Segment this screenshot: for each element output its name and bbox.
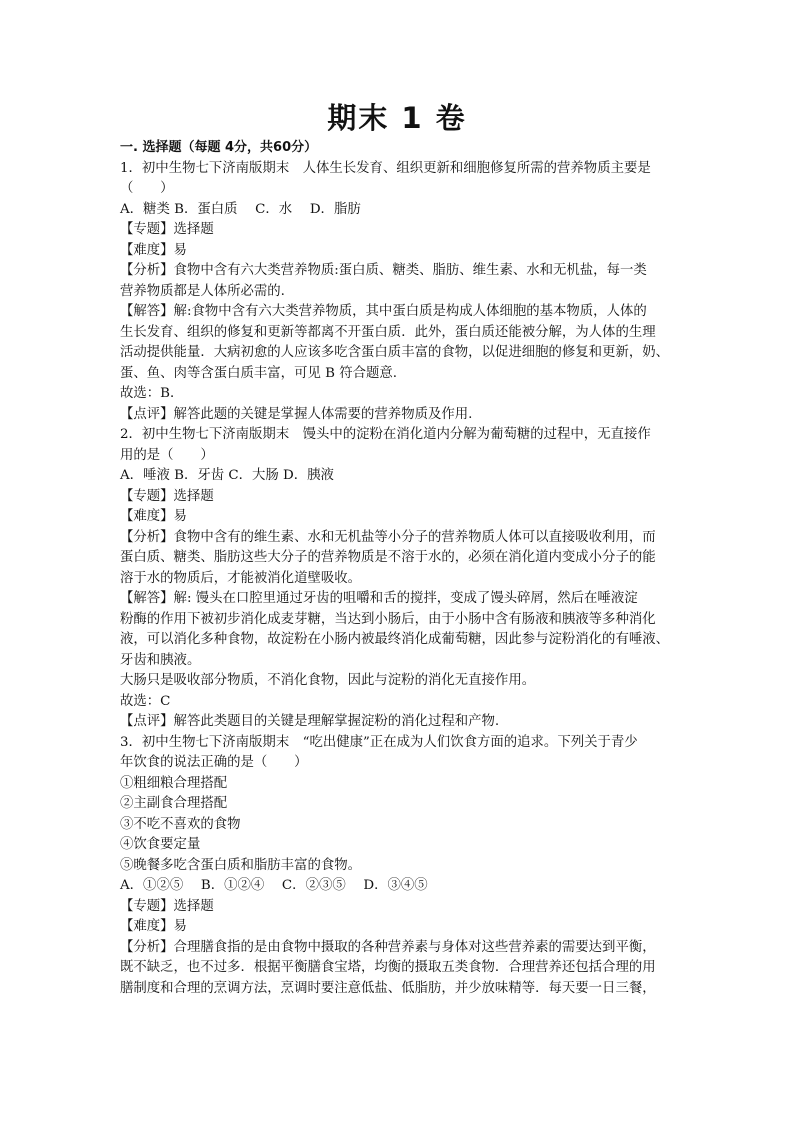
text-line: 牙齿和胰液。: [120, 652, 201, 668]
text-line: 【难度】易: [120, 242, 187, 258]
text-line: 【难度】易: [120, 509, 187, 524]
text-line: 【点评】解答此题的关键是掌握人体需要的营养物质及作用.: [120, 406, 473, 422]
text-line: 【难度】易: [120, 919, 187, 934]
text-line: A．①②⑤ B．①②④ C．②③⑤ D．③④⑤: [120, 878, 428, 893]
text-line: 既不缺乏，也不过多．根据平衡膳食宝塔，均衡的摄取五类食物．合理营养还包括合理的用: [120, 960, 656, 975]
text-line: 【分析】合理膳食指的是由食物中摄取的各种营养素与身体对这些营养素的需要达到平衡，: [120, 939, 656, 955]
text-line: 蛋白质、糖类、脂肪这些大分子的营养物质是不溶于水的，必须在消化道内变成小分子的能: [120, 550, 656, 565]
text-line: ①粗细粮合理搭配: [120, 775, 228, 791]
text-line: 故选：C: [120, 693, 171, 709]
text-line: 年饮食的说法正确的是（ ）: [120, 755, 308, 770]
text-line: A．唾液 B．牙齿 C．大肠 D．胰液: [120, 468, 334, 483]
text-line: ⑤晚餐多吃含蛋白质和脂肪丰富的食物。: [120, 857, 362, 873]
page-title: 期末 1 卷: [327, 101, 467, 135]
text-line: 【分析】食物中含有的维生素、水和无机盐等小分子的营养物质人体可以直接吸收利用，而: [120, 529, 656, 545]
text-line: 大肠只是吸收部分物质，不消化食物，因此与淀粉的消化无直接作用。: [120, 673, 536, 688]
text-line: 【分析】食物中含有六大类营养物质:蛋白质、糖类、脂肪、维生素、水和无机盐，每一类: [120, 263, 647, 278]
text-line: 【解答】解: 馒头在口腔里通过牙齿的咀嚼和舌的搅拌，变成了馒头碎屑，然后在唾液淀: [120, 591, 638, 606]
text-line: 【专题】选择题: [120, 222, 214, 237]
text-line: 用的是（ ）: [120, 447, 214, 463]
text-line: 3．初中生物七下济南版期末 “吃出健康”正在成为人们饮食方面的追求。下列关于青少: [120, 734, 638, 750]
text-line: ②主副食合理搭配: [120, 796, 228, 811]
text-line: 【点评】解答此类题目的关键是理解掌握淀粉的消化过程和产物.: [120, 714, 500, 729]
text-line: 生长发育、组织的修复和更新等都离不开蛋白质．此外，蛋白质还能被分解，为人体的生理: [120, 324, 656, 340]
text-line: ④饮食要定量: [120, 837, 201, 852]
text-line: ③不吃不喜欢的食物: [120, 816, 241, 832]
text-line: 营养物质都是人体所必需的.: [120, 283, 285, 299]
text-line: 故选：B．: [120, 386, 184, 401]
text-line: 【专题】选择题: [120, 488, 214, 504]
document-body: [120, 138, 686, 999]
text-line: 膳制度和合理的烹调方法，烹调时要注意低盐、低脂肪，并少放味精等．每天要一日三餐，: [120, 980, 656, 996]
text-line: 1．初中生物七下济南版期末 人体生长发育、组织更新和细胞修复所需的营养物质主要是: [120, 160, 651, 176]
text-line: （ ）: [120, 181, 174, 196]
section-heading: 一. 选择题（每题 4分，共60分）: [120, 140, 318, 155]
text-line: 【专题】选择题: [120, 898, 214, 914]
text-line: 溶于水的物质后，才能被消化道壁吸收。: [120, 570, 362, 586]
text-line: 2．初中生物七下济南版期末 馒头中的淀粉在消化道内分解为葡萄糖的过程中，无直接作: [120, 427, 651, 442]
text-line: 粉酶的作用下被初步消化成麦芽糖，当达到小肠后，由于小肠中含有肠液和胰液等多种消化: [120, 611, 656, 627]
text-line: 蛋、鱼、肉等含蛋白质丰富，可见 B 符合题意.: [120, 365, 398, 381]
text-line: A．糖类 B．蛋白质 C．水 D．脂肪: [120, 201, 361, 217]
text-line: 活动提供能量．大病初愈的人应该多吃含蛋白质丰富的食物，以促进细胞的修复和更新，奶、: [120, 345, 670, 360]
text-line: 液，可以消化多种食物，故淀粉在小肠内被最终消化成葡萄糖，因此参与淀粉消化的有唾液、: [120, 632, 670, 647]
text-line: 【解答】解:食物中含有六大类营养物质，其中蛋白质是构成人体细胞的基本物质，人体的: [120, 304, 647, 319]
